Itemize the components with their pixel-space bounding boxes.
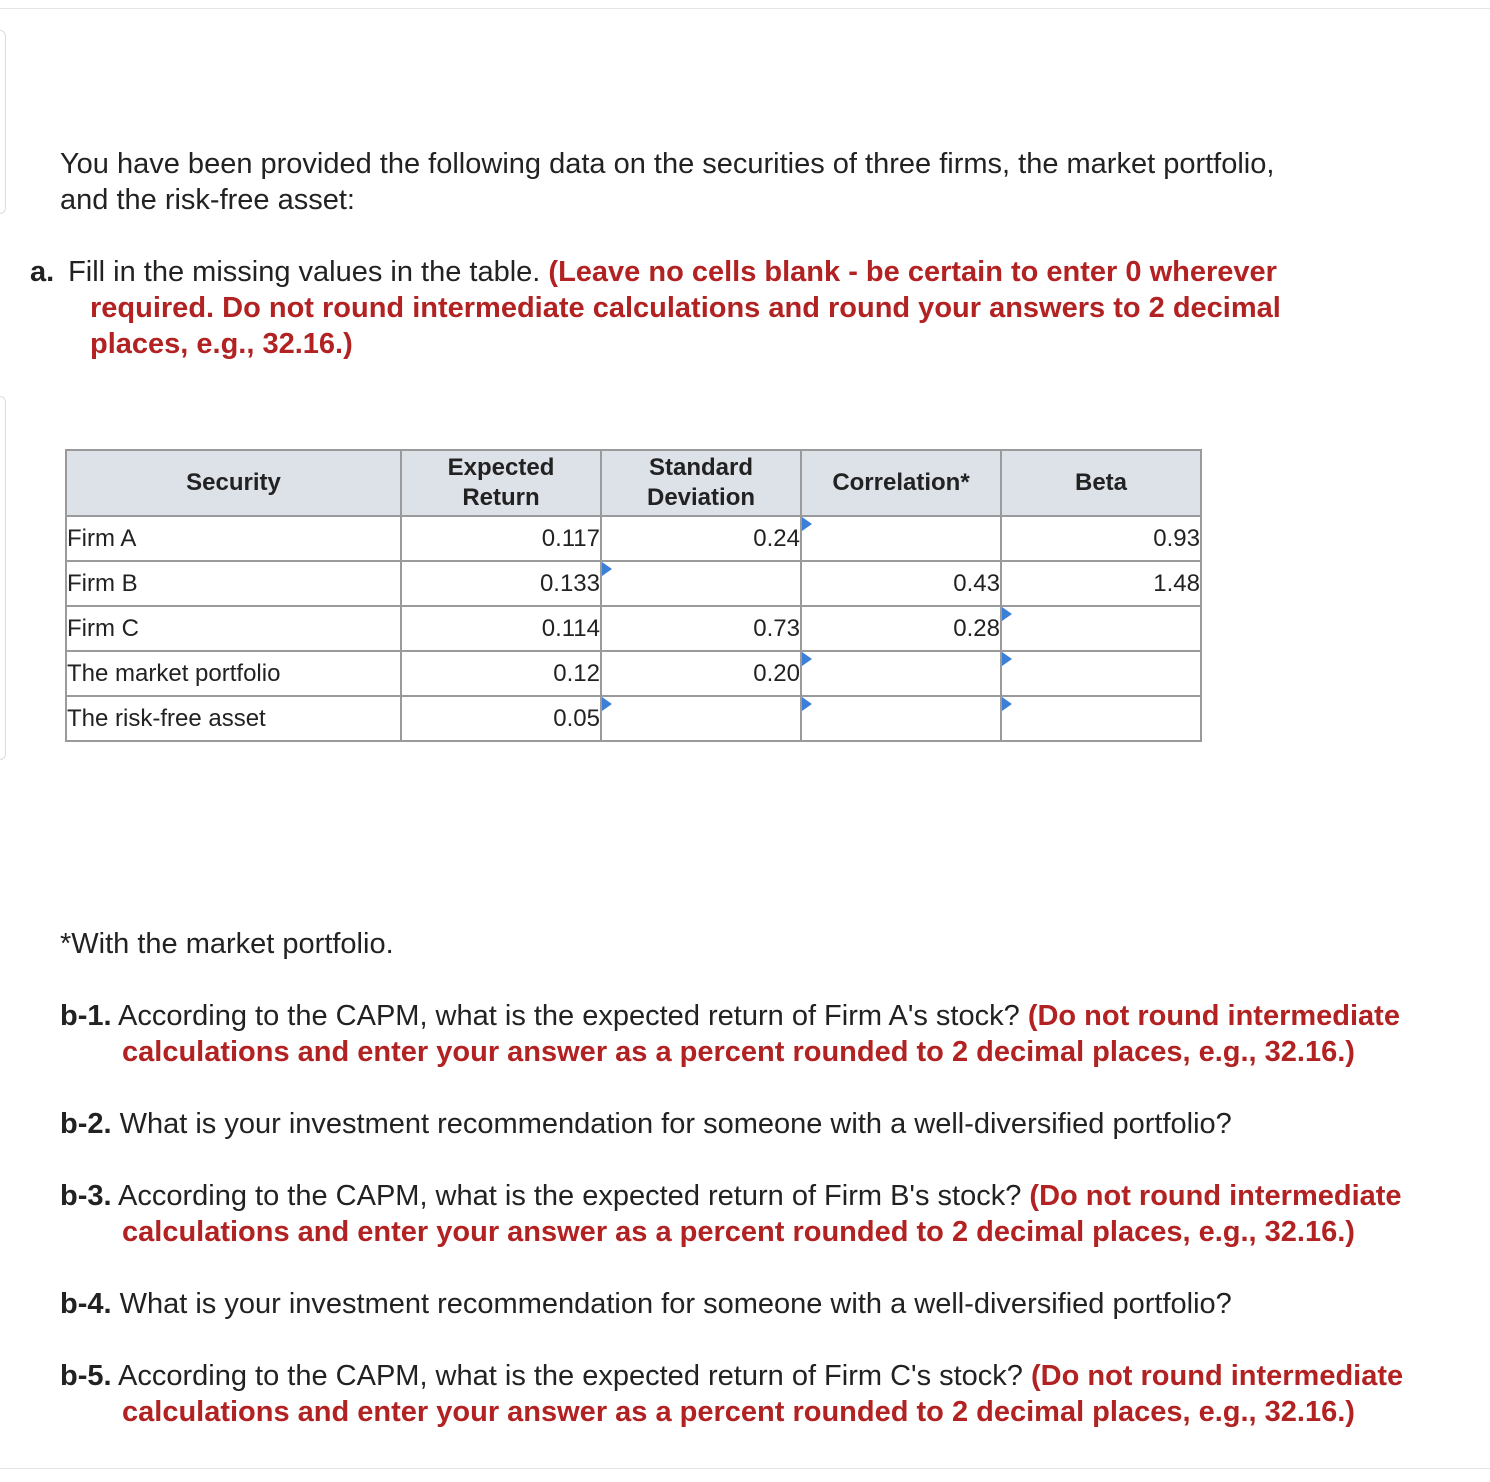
beta-input-cell[interactable] [1001, 696, 1201, 741]
correlation-input-cell[interactable] [801, 696, 1001, 741]
correlation-input[interactable] [802, 517, 1000, 560]
row-expected-return: 0.05 [401, 696, 601, 741]
std-dev-input[interactable] [602, 697, 800, 740]
row-expected-return: 0.133 [401, 561, 601, 606]
question-b5 [60, 1358, 1412, 1430]
question-label: b-2. [60, 1108, 112, 1140]
std-dev-input[interactable] [602, 562, 800, 605]
beta-input-cell[interactable] [1001, 651, 1201, 696]
row-security: The market portfolio [66, 651, 401, 696]
row-expected-return: 0.12 [401, 651, 601, 696]
row-expected-return: 0.117 [401, 516, 601, 561]
bottom-divider [0, 1468, 1490, 1469]
table-header-row [66, 450, 1201, 516]
row-std-dev: 0.20 [601, 651, 801, 696]
row-security: Firm C [66, 606, 401, 651]
correlation-input-cell[interactable] [801, 651, 1001, 696]
correlation-input[interactable] [802, 697, 1000, 740]
question-text: According to the CAPM, what is the expected return of Firm A's stock? [118, 1000, 1020, 1032]
question-b4 [60, 1286, 1412, 1322]
table-row [66, 516, 1201, 561]
beta-input[interactable] [1002, 607, 1200, 650]
header-beta: Beta [1001, 450, 1201, 516]
question-label: b-4. [60, 1288, 112, 1320]
intro-text: You have been provided the following data on the securities of three firms, the market portfolio, and the risk-free asset: [60, 148, 1275, 216]
header-std-dev: Standard Deviation [601, 450, 801, 516]
row-beta: 0.93 [1001, 516, 1201, 561]
part-a-text: Fill in the missing values in the table. [68, 256, 541, 288]
question-label: b-1. [60, 1000, 112, 1032]
beta-input-cell[interactable] [1001, 606, 1201, 651]
correlation-input[interactable] [802, 652, 1000, 695]
beta-input[interactable] [1002, 697, 1200, 740]
table-row [66, 651, 1201, 696]
question-instruction: (Do not round intermediate calculations and enter your answer as a percent rounded to 2 decimal places, e.g., 32.16.) [122, 1360, 1404, 1428]
std-dev-input-cell[interactable] [601, 696, 801, 741]
row-expected-return: 0.114 [401, 606, 601, 651]
question-label: b-3. [60, 1180, 112, 1212]
row-security: Firm B [66, 561, 401, 606]
beta-input[interactable] [1002, 652, 1200, 695]
row-std-dev: 0.73 [601, 606, 801, 651]
row-correlation: 0.43 [801, 561, 1001, 606]
question-b2 [60, 1106, 1412, 1142]
row-std-dev: 0.24 [601, 516, 801, 561]
row-beta: 1.48 [1001, 561, 1201, 606]
correlation-input-cell[interactable] [801, 516, 1001, 561]
header-security: Security [66, 450, 401, 516]
part-a-instruction: (Leave no cells blank - be certain to enter 0 wherever required. Do not round intermediate calculations and round your answers to 2 decimal places, e.g., 32.16.) [90, 256, 1281, 360]
panel-edge [0, 30, 6, 214]
question-text: What is your investment recommendation for someone with a well-diversified portfolio? [119, 1108, 1232, 1140]
table-row [66, 696, 1201, 741]
question-b3 [60, 1178, 1412, 1250]
std-dev-input-cell[interactable] [601, 561, 801, 606]
row-correlation: 0.28 [801, 606, 1001, 651]
row-security: The risk-free asset [66, 696, 401, 741]
question-text: According to the CAPM, what is the expected return of Firm C's stock? [118, 1360, 1023, 1392]
question-label: b-5. [60, 1360, 112, 1392]
question-instruction: (Do not round intermediate calculations and enter your answer as a percent rounded to 2 decimal places, e.g., 32.16.) [122, 1180, 1402, 1248]
row-security: Firm A [66, 516, 401, 561]
table-row [66, 561, 1201, 606]
question-instruction: (Do not round intermediate calculations and enter your answer as a percent rounded to 2 decimal places, e.g., 32.16.) [122, 1000, 1400, 1068]
top-divider [0, 8, 1490, 9]
header-correlation: Correlation* [801, 450, 1001, 516]
part-a: a. Fill in the missing values in the table. (Leave no cells blank - be certain to enter 0 wherever required. Do not round intermediate calculations and round your answers to 2 decimal places, e.g., 32.16.) [30, 256, 1281, 360]
panel-edge [0, 396, 6, 760]
securities-table [65, 449, 1202, 742]
question-text: According to the CAPM, what is the expected return of Firm B's stock? [118, 1180, 1022, 1212]
question-text: What is your investment recommendation for someone with a well-diversified portfolio? [119, 1288, 1232, 1320]
footnote: *With the market portfolio. [60, 928, 394, 960]
table-row [66, 606, 1201, 651]
header-expected-return: Expected Return [401, 450, 601, 516]
question-b1 [60, 998, 1412, 1070]
